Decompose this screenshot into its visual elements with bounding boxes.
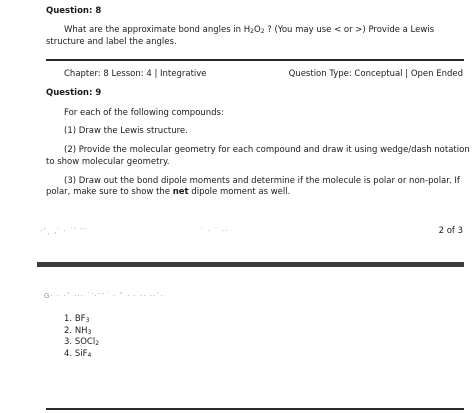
list-item: 3. SOCl$_2$ bbox=[64, 337, 100, 347]
question-type-label: Question Type: Conceptual | Open Ended bbox=[288, 69, 463, 79]
question-9-part3-line1: (3) Draw out the bond dipole moments and determine if the molecule is polar or non-polar. If bbox=[64, 176, 460, 186]
chapter-lesson-label: Chapter: 8 Lesson: 4 | Integrative bbox=[64, 69, 207, 79]
list-item: 4. SiF$_4$ bbox=[64, 348, 92, 359]
question-9-intro: For each of the following compounds: bbox=[64, 108, 224, 118]
question-9-part2-line1: (2) Provide the molecular geometry for each compound and draw it using wedge/dash notation bbox=[64, 145, 470, 155]
page-number: 2 of 3 bbox=[438, 226, 463, 236]
bottom-divider bbox=[46, 408, 464, 410]
question-8-text: What are the approximate bond angles in $H_2O_2$ ? (You may use < or >) Provide a Lewis bbox=[64, 25, 435, 35]
footer-faint-text: ·’¸ ,′ · ˙′ ′′′ bbox=[40, 227, 88, 235]
question-9-part2-line2: to show molecular geometry. bbox=[46, 157, 170, 167]
question-8-label: Question: 8 bbox=[46, 6, 102, 16]
page-3-faint-header: G· · ·˜ ··· ˙′·′′′˙ · ˜ · · ·· ··´· bbox=[44, 292, 164, 300]
divider bbox=[46, 59, 464, 61]
list-item: 2. $NH_3$ bbox=[64, 325, 92, 336]
question-9-part1: (1) Draw the Lewis structure. bbox=[64, 126, 188, 136]
question-9-label: Question: 9 bbox=[46, 88, 102, 98]
question-9-part3-line2: polar, make sure to show the net dipole moment as well. bbox=[46, 187, 291, 197]
compounds-list bbox=[64, 314, 99, 360]
footer-faint-text-mid: ˙ · ˙ ·· bbox=[200, 227, 229, 235]
list-item: 1. $BF_3$ bbox=[64, 314, 90, 324]
question-8-text-line2: structure and label the angles. bbox=[46, 37, 177, 47]
page-break-bar bbox=[37, 262, 464, 267]
